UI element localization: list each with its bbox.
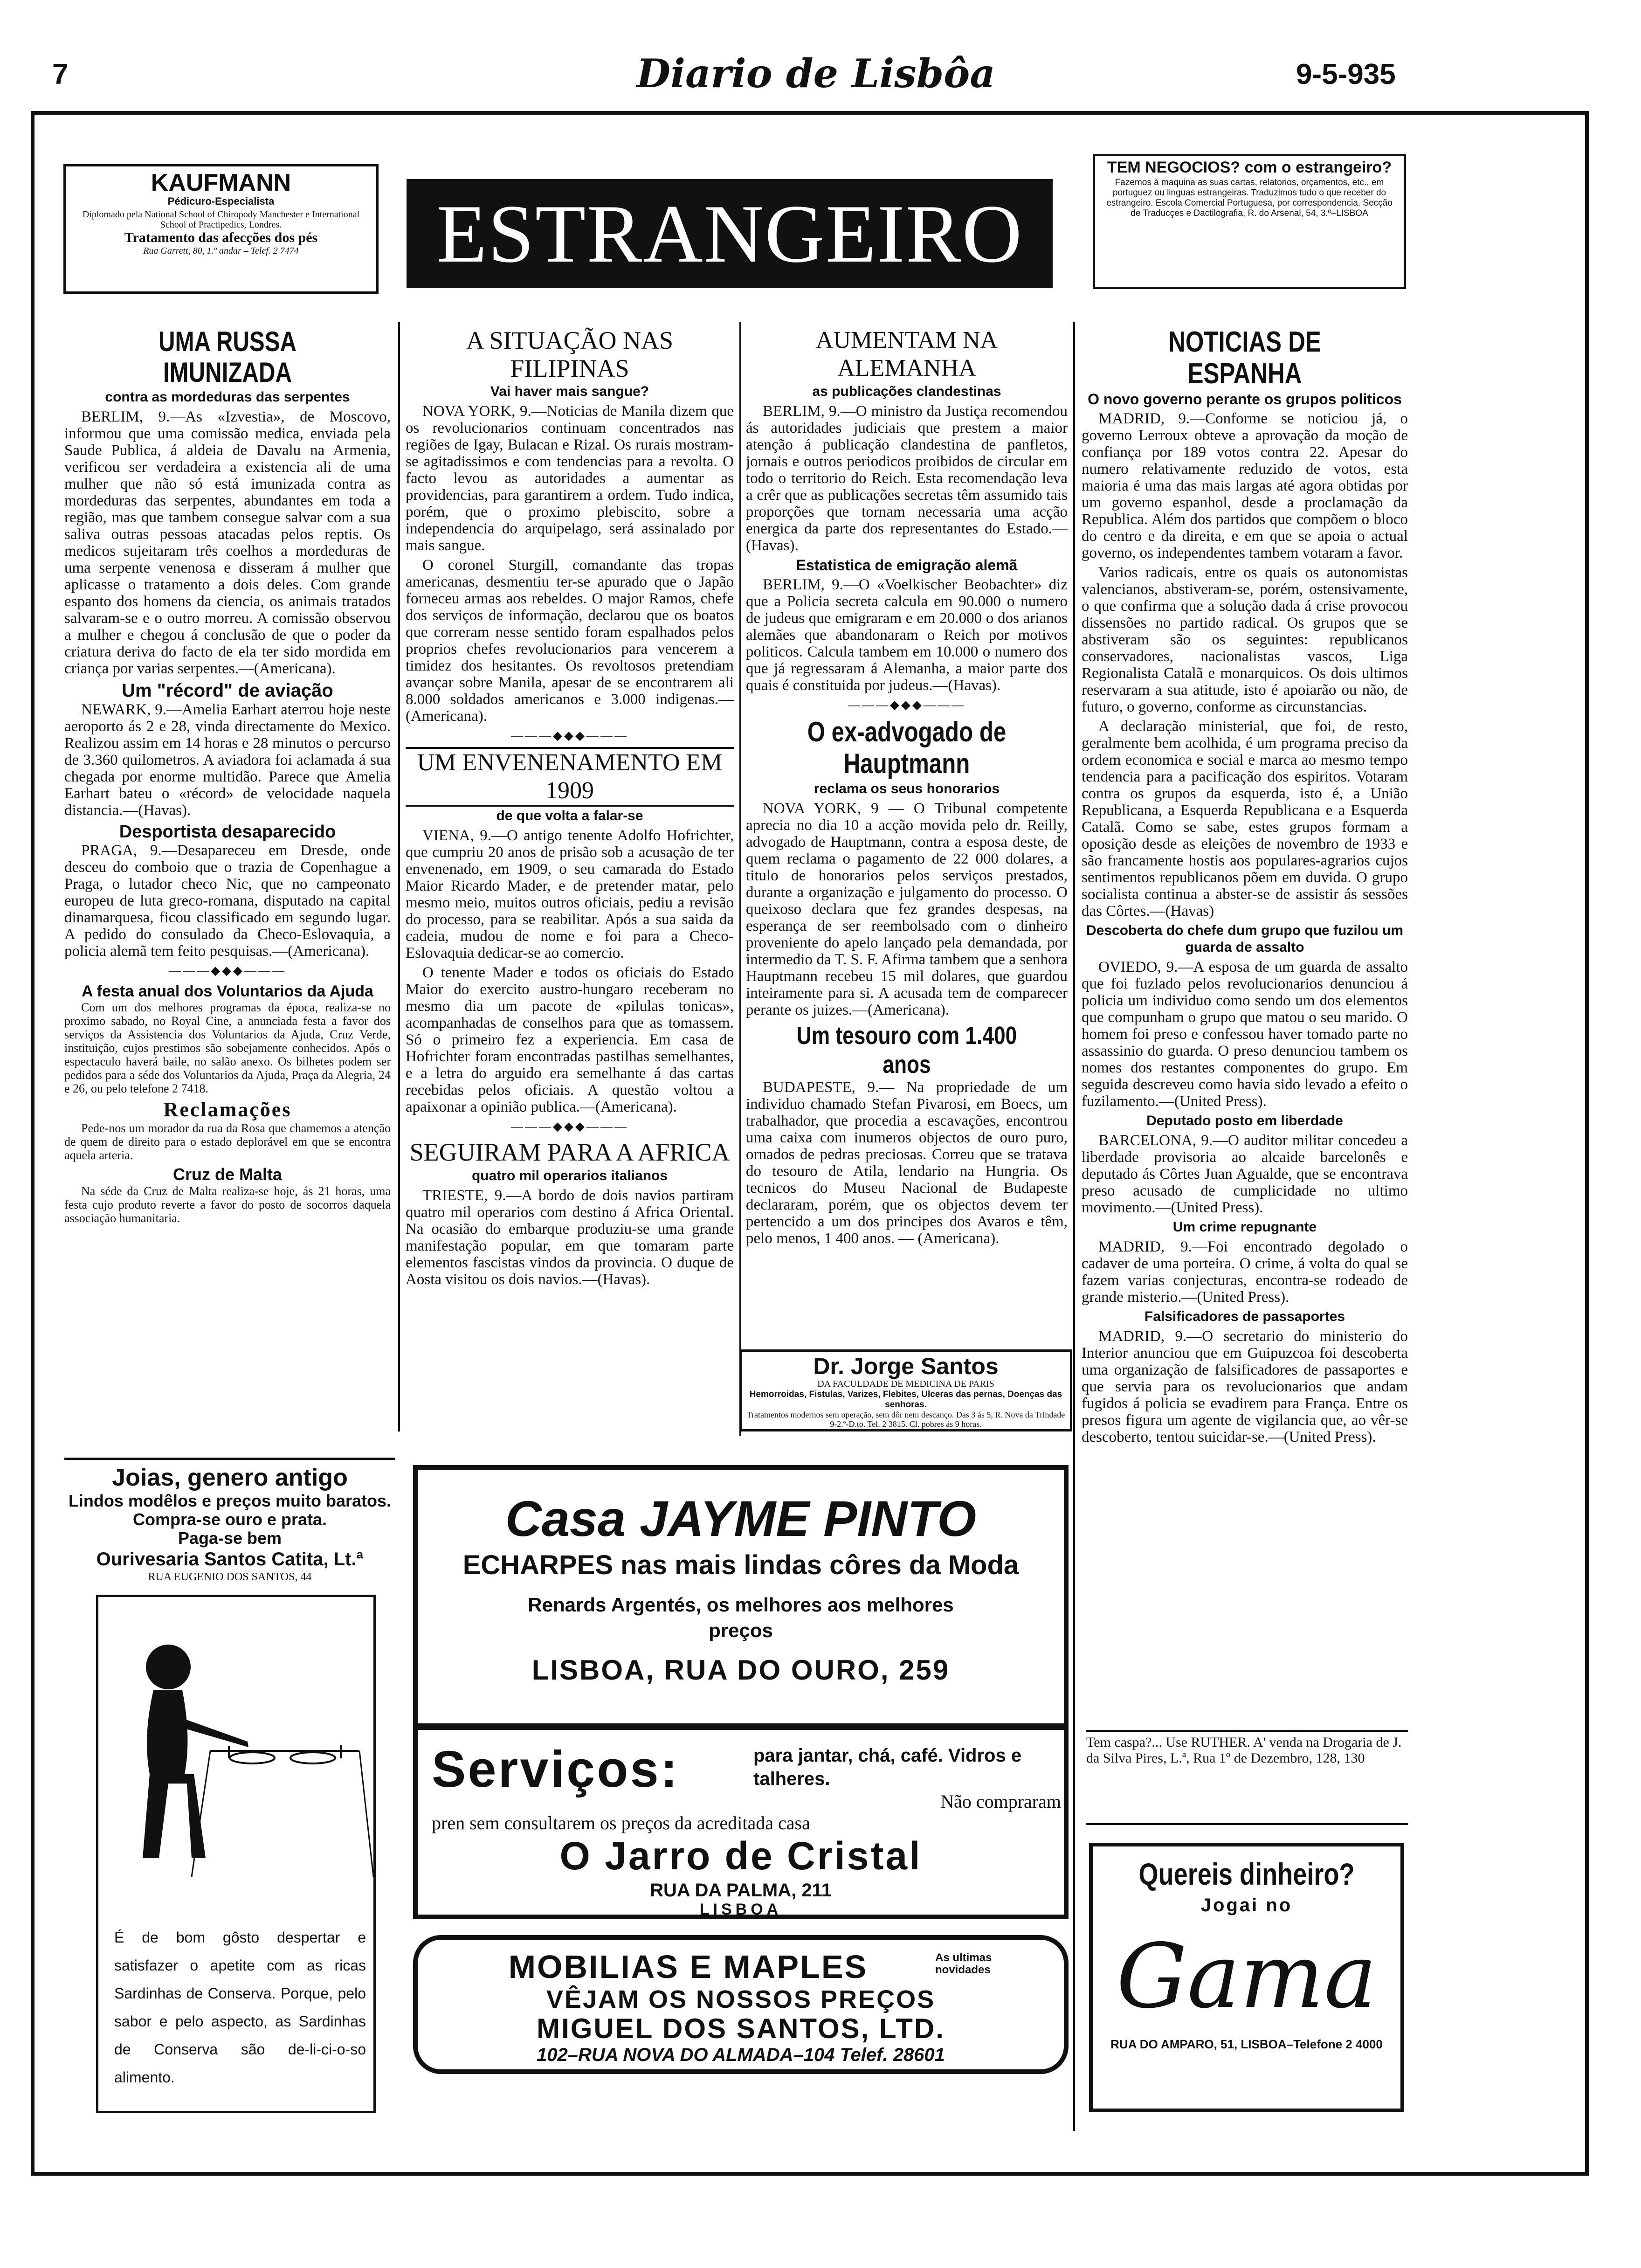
ad-gama (1089, 1843, 1404, 2112)
article-filipinas-2: O coronel Sturgill, comandante das tropas americanas, desmentiu ter-se apurado que o Japão forneceu armas aos rebeldes. O major Ramos, chefe dos serviços de informação, declarou que os boatos que correram nesse sentido foram espalhados pelos proprios chefes revolucionarios para vencerem a timidez dos hesitantes. Os revoltosos pretendiam avançar sobre Manila, apesar de se encontrarem ali 8.000 soldados americanos e 3.000 indigenas.—(Americana). (406, 557, 734, 725)
ad-joias-line2: Paga-se bem (178, 1528, 282, 1548)
ad-mobilias-name: MIGUEL DOS SANTOS, LTD. (537, 2013, 945, 2044)
headline-reclamacoes: Reclamações (163, 1098, 292, 1121)
ad-jorge-santos-faculty: DA FACULDADE DE MEDICINA DE PARIS (817, 1379, 994, 1389)
headline-crime: Um crime repugnante (1172, 1219, 1317, 1235)
ad-gama-title: Quereis dinheiro? (1138, 1857, 1355, 1891)
column-2 (406, 326, 734, 1399)
subhead-envenenamento: de que volta a falar-se (496, 808, 643, 823)
subhead-africa: quatro mil operarios italianos (471, 1168, 668, 1183)
headline-cruz-malta: Cruz de Malta (172, 1165, 283, 1184)
ad-jayme-address: LISBOA, RUA DO OURO, 259 (531, 1654, 950, 1686)
ad-jorge-santos (739, 1349, 1072, 1431)
column-rule (1073, 322, 1075, 2131)
issue-date: 9-5-935 (1296, 58, 1396, 90)
headline-desportista: Desportista desaparecido (119, 822, 336, 842)
ad-jorge-santos-text: Tratamentos modernos sem operação, sem dôr nem descanço. Das 3 ás 5, R. Nova da Trindade 9-2.º-D.to. Tel. 2 3815. Cl. pobres ás 9 horas. (746, 1410, 1065, 1429)
headline-envenenamento: UM ENVENENAMENTO EM 1909 (406, 747, 734, 807)
ad-mobilias-tag: As ultimas novidades (935, 1951, 992, 1976)
ad-joias-shop: Ourivesaria Santos Catita, Lt.ª (96, 1549, 364, 1570)
ad-jarro-name: O Jarro de Cristal (559, 1834, 922, 1878)
subhead-russa: contra as mordeduras das serpentes (105, 389, 350, 405)
page-number: 7 (52, 58, 69, 90)
article-record: NEWARK, 9.—Amelia Earhart aterrou hoje neste aeroporto ás 2 e 28, vinda directamente do Mexico. Realizou assim em 14 horas e 28 minutos o percurso de 3.360 quilometros. A aviadora foi aclamada á sua chegada por enorme multidão. Parece que Amelia Earhart bateu o «récord» de velocidade naquela distancia.—(Havas). (64, 701, 391, 819)
headline-passaportes: Falsificadores de passaportes (1144, 1309, 1345, 1324)
ad-jarro-big: Serviços: (432, 1741, 680, 1798)
headline-tesouro: Um tesouro com 1.400 anos (796, 1022, 1017, 1079)
headline-hauptmann: O ex-advogado de Hauptmann (807, 716, 1007, 779)
column-rule (739, 322, 741, 1436)
ad-mobilias (413, 1935, 1069, 2074)
article-africa: TRIESTE, 9.—A bordo de dois navios partiram quatro mil operarios com destino á Africa Oriental. Na ocasião do embarque produziu-se uma grande manifestação popular, em que tomaram parte elementos fascistas vindos da provincia. O duque de Aosta visitou os dois navios.—(Havas). (406, 1187, 734, 1288)
article-voluntarios: Com um dos melhores programas da época, realiza-se no proximo sabado, no Royal Cine, a anunciada festa a favor dos serviços da Assistencia dos Voluntarios da Ajuda, Cruz Verde, instituição, cujos prestimos são sobejamente conhecidos. Após o espectaculo haverá baile, no salão anexo. Os bilhetes podem ser pedidos para a séde dos Voluntarios da Ajuda, Praça da Alegria, 24 e 26, ou pelo telefone 2 7418. (64, 1001, 391, 1095)
ad-jarro-street: RUA DA PALMA, 211 (650, 1880, 832, 1901)
ad-jarro-cristal (413, 1725, 1069, 1919)
ad-negocios (1093, 154, 1406, 289)
ad-kaufmann-treatment: Tratamento das afecções dos pés (124, 230, 318, 245)
article-reclamacoes: Pede-nos um morador da rua da Rosa que chamemos a atenção de quem de direito para o estado deplorável em que se encontra aquela arteria. (64, 1121, 391, 1162)
article-russa: BERLIM, 9.—As «Izvestia», de Moscovo, informou que uma comissão medica, enviada pela Saude Publica, á aldeia de Davalu na Armenia, verificou ser verdadeira a existencia ali de uma mulher que não só está imunizada contra as mordeduras das serpentes, abundantes em toda a região, mas que tambem consegue salvar com a sua saliva outras pessoas atacadas pelos reptis. Os medicos sujeitaram três coelhos a mordeduras de uma serpente venenosa e disseram á mulher que aplicasse o tratamento a dois deles. Com grande espanto dos homens da ciencia, os animais tratados salvaram-se e o outro morreu. A comissão observou a mulher e chegou á conclusão de que o poder da criatura deriva do facto de ela ter sido mordida em criança por varias serpentes.—(Americana). (64, 408, 391, 677)
headline-africa: SEGUIRAM PARA A AFRICA (409, 1138, 730, 1166)
ad-joias-title: Joias, genero antigo (112, 1464, 348, 1491)
column-1 (64, 326, 391, 1422)
article-deputado: BARCELONA, 9.—O auditor militar concedeu a liberdade provisoria ao alcaide barcelonês e deputado ás Côrtes Juan Agualde, que se encontrava preso acusado de cumplicidade no ultimo movimento.—(United Press). (1082, 1132, 1408, 1216)
ad-jayme-line2: Renards Argentés, os melhores aos melhores (528, 1594, 954, 1616)
article-tesouro: BUDAPESTE, 9.— Na propriedade de um individuo chamado Stefan Pivarosi, em Boecs, um trabalhador, que procedia a escavações, encontrou uma caixa com inumeros objectos de ouro puro, ornados de pedras preciosas. Correu que se tratava do tesouro de Atila, lendario na Hungria. Os tecnicos do Museu Nacional de Budapeste declararam, porém, que os objectos devem ter pertencido a um dos principes dos Avaros e têm, pelo menos, 1 400 anos. — (Americana). (746, 1079, 1068, 1247)
section-title: ESTRANGEIRO (407, 179, 1053, 288)
headline-russa: UMA RUSSA IMUNIZADA (158, 326, 297, 388)
headline-record: Um "récord" de aviação (122, 680, 333, 701)
separator: ———◆◆◆——— (511, 1120, 628, 1133)
newspaper-title: Diario de Lisbôa (636, 50, 995, 97)
ad-jorge-santos-name: Dr. Jorge Santos (813, 1353, 999, 1379)
ad-sardinhas-text: É de bom gôsto despertar e satisfazer o apetite com as ricas Sardinhas de Conserva. Porque, pelo sabor e pelo aspecto, as Sardinhas de Conserva são de-li-ci-o-so alimento. (114, 1929, 366, 2086)
ad-ruther: Tem caspa?... Use RUTHER. A' venda na Drogaria de J. da Silva Pires, L.ª, Rua 1º de Dezembro, 128, 130 (1086, 1730, 1408, 1825)
subhead-alemanha: as publicações clandestinas (812, 384, 1001, 399)
article-hauptmann: NOVA YORK, 9 — O Tribunal competente aprecia no dia 10 a acção movida pelo dr. Reilly, advogado de Hauptmann, contra a esposa deste, de quem reclama o pagamento de 22 000 dolares, a titulo de honorarios pelos serviços prestados, durante a organização e julgamento do processo. O queixoso declara que fez grandes despesas, na esperança de ser reembolsado com o dinheiro proveniente do apelo lançado pela demandada, por intermedio da T. S. F. Afirma tambem que a senhora Hauptmann recebeu 15 mil dolares, que guardou inteiramente para si. A acusada tem de comparecer perante os juizes.—(Americana). (746, 800, 1068, 1018)
ad-jayme-name: Casa JAYME PINTO (505, 1490, 977, 1547)
ad-joias-line1: Lindos modêlos e preços muito baratos. Compra-se ouro e prata. (68, 1491, 392, 1529)
headline-oviedo: Descoberta do chefe dum grupo que fuzilou um guarda de assalto (1086, 923, 1404, 955)
article-espanha-2: Varios radicais, entre os quais os autonomistas valencianos, abstiveram-se, porém, ostensivamente, o que confirma que a solução dada á crise provocou dissensões no partido radical. Os grupos que se abstiveram são os seguintes: republicanos conservadores, nacionalistas vascos, Liga Regionalista Catalã e monarquicos. Os dois ultimos reservaram a sua atitude, isto é apoiarão ou não, de futuro, o governo, conforme as circunstancias. (1082, 564, 1408, 715)
ad-mobilias-line1: MOBILIAS E MAPLES (508, 1949, 868, 1985)
ad-sardinhas (96, 1595, 376, 2113)
ad-jarro-side2: Não compraram (940, 1791, 1061, 1812)
ad-jarro-city: LISBOA (699, 1901, 782, 1918)
subhead-espanha: O novo governo perante os grupos politicos (1088, 391, 1402, 408)
article-alemanha: BERLIM, 9.—O ministro da Justiça recomendou ás autoridades judiciais que prestem a maior atenção á publicação clandestina de panfletos, jornais e outros periodicos proibidos de circular em todo o territorio do Reich. Esta recomendação leva a crêr que as publicações secretas têm assumido tais proporções que tornam necessaria uma acção energica da parte dos representantes do Estado.—(Havas). (746, 403, 1068, 554)
article-espanha: MADRID, 9.—Conforme se noticiou já, o governo Lerroux obteve a aprovação da moção de confiança por 189 votos contra 22. Apesar do numero relativamente reduzido de votos, esta maioria é uma das mais largas até agora obtidas por um governo espanhol, desde a proclamação da Republica. Além dos partidos que compõem o bloco do centro e da direita, e em que se apoia o actual governo, os independentes tambem votaram a favor. (1082, 410, 1408, 561)
article-emigracao: BERLIM, 9.—O «Voelkischer Beobachter» diz que a Policia secreta calcula em 90.000 o numero de judeus que emigraram e em 20.000 o dos arianos alemães que abandonaram o Reich por motivos politicos. Calcula tambem em 10.000 o numero dos que já regressaram á Alemanha, a maior parte dos quais é constituida por judeus.—(Havas). (746, 576, 1068, 694)
ad-joias (64, 1458, 395, 1614)
woman-dining-illustration (98, 1597, 373, 1877)
headline-espanha: NOTICIAS DE ESPANHA (1168, 326, 1321, 390)
column-3 (746, 326, 1068, 1366)
headline-deputado: Deputado posto em liberdade (1146, 1113, 1343, 1128)
ad-kaufmann-diploma: Diplomado pela National School of Chiropody Manchester e International School of Practipedics, Londres. (82, 209, 360, 230)
ad-kaufmann-role: Pédicuro-Especialista (167, 195, 275, 207)
ad-kaufmann-address: Rua Garrett, 80, 1.º andar – Telef. 2 7474 (143, 246, 299, 256)
ad-jayme-line3: preços (709, 1619, 773, 1641)
ad-gama-address: RUA DO AMPARO, 51, LISBOA–Telefone 2 4000 (1110, 2037, 1383, 2051)
ad-negocios-title: TEM NEGOCIOS? com o estrangeiro? (1107, 159, 1392, 176)
article-passaportes: MADRID, 9.—O secretario do ministerio do Interior anunciou que em Guipuzcoa foi descoberta uma organização de falsificadores de passaportes e que servia para os revolucionarios que andam fugidos á policia se evadirem para França. Entre os presos figura um agente de vigilancia que, ao vêr-se descoberto, tentou suicidar-se.—(United Press). (1082, 1328, 1408, 1445)
ad-jarro-line: pren sem consultarem os preços da acreditada casa (432, 1812, 810, 1833)
ad-kaufmann (63, 164, 379, 294)
separator: ———◆◆◆——— (511, 729, 628, 742)
headline-alemanha: AUMENTAM NA ALEMANHA (815, 327, 998, 381)
ad-jayme-line1: ECHARPES nas mais lindas côres da Moda (462, 1550, 1019, 1580)
ad-jarro-side: para jantar, chá, café. Vidros e talheres. (753, 1745, 1022, 1789)
headline-emigracao: Estatistica de emigração alemã (796, 557, 1018, 574)
ad-joias-address: RUA EUGENIO DOS SANTOS, 44 (148, 1571, 312, 1583)
column-rule (398, 322, 400, 1431)
subhead-hauptmann: reclama os seus honorarios (814, 781, 1000, 796)
article-oviedo: OVIEDO, 9.—A esposa de um guarda de assalto que foi fuzlado pelos revolucionarios denunciou á policia um individuo como sendo um dos elementos que compunham o grupo que matou o seu marido. O homem foi preso e confessou haver tomado parte no assassinio do guarda. O preso denunciou tambem os nomes dos restantes componentes do grupo. Em seguida descreveu como havia sido levado a efeito o fuzilamento.—(United Press). (1082, 959, 1408, 1110)
ad-jayme-pinto (413, 1465, 1069, 1728)
article-filipinas: NOVA YORK, 9.—Noticias de Manila dizem que os revolucionarios continuam concentrados nas regiões de Igay, Bulacan e Rizal. Os rurais mostram-se agitadissimos e com tendencias para a revolta. O facto levou as autoridades a aumentar as providencias, para garantirem a ordem. Tudo indica, porém, que o proximo plebiscito, sobre a independencia do arquipelago, será assinalado por mais sangue. (406, 403, 734, 554)
article-envenenamento: VIENA, 9.—O antigo tenente Adolfo Hofrichter, que cumpriu 20 anos de prisão sob a acusação de ter envenenado, em 1909, o seu camarada do Estado Maior Ricardo Mader, e de pretender matar, pelo mesmo meio, muitos outros oficiais, pediu a revisão do processo, para se reabilitar. Após a sua saida da cadeia, mudou de nome e foi para a Checo-Eslovaquia dedicar-se ao comercio. (406, 827, 734, 961)
ad-negocios-text: Fazemos à maquina as suas cartas, relatorios, orçamentos, etc., em portuguez ou linguas estrangeiras. Traduzimos tudo o que receber do estrangeiro. Escola Comercial Portuguesa, por correspondencia. Secção de Traducçes e Dactilografia, R. do Arsenal, 54, 3.º–LISBOA (1106, 178, 1393, 218)
separator: ———◆◆◆——— (169, 964, 286, 977)
column-4 (1082, 326, 1408, 1725)
article-desportista: PRAGA, 9.—Desapareceu em Dresde, onde desceu do comboio que o trazia de Copenhague a Praga, o lutador checo Nic, que no campeonato europeu de luta greco-romana, disputado na capital dinamarquesa, ficou classificado em segundo lugar. A pedido do consulado da Checo-Eslovaquia, a policia alemã tem feito pesquisas.—(Americana). (64, 842, 391, 960)
article-crime: MADRID, 9.—Foi encontrado degolado o cadaver de uma porteira. O crime, á volta do qual se fazem varias conjecturas, encontra-se rodeado de grande misterio.—(United Press). (1082, 1238, 1408, 1306)
ad-mobilias-line2: VÊJAM OS NOSSOS PREÇOS (546, 1985, 936, 2013)
article-cruz-malta: Na séde da Cruz de Malta realiza-se hoje, ás 21 horas, uma festa cujo produto reverte a favor do posto de socorros daquela associação humanitaria. (64, 1184, 391, 1225)
ad-kaufmann-name: KAUFMANN (151, 169, 291, 196)
ad-jorge-santos-specialties: Hemorroidas, Fistulas, Varizes, Flebites, Ulceras das pernas, Doenças das senhoras. (749, 1390, 1062, 1410)
article-espanha-3: A declaração ministerial, que foi, de resto, geralmente bem acolhida, é um programa preciso da ordem economica e social e marca ao mesmo tempo tendencia para a pacificação dos espiritos. Votaram contra os grupos da esquerda, isto é, a União Republicana, a Esquerda Republicana e a Esquerda Catalã. Como se sabe, estes grupos formam a oposição desde as eleições de novembro de 1933 e são francamente hostis aos populares-agrarios cujos sentimentos republicanos põem em duvida. O grupo socialista continua a abster-se de assistir ás sessões das Côrtes.—(Havas) (1082, 718, 1408, 920)
article-envenenamento-2: O tenente Mader e todos os oficiais do Estado Maior do exercito austro-hungaro receberam no mesmo dia um pacote de «pilulas tonicas», acompanhadas de conselhos para que as tomassem. Só o primeiro fez a experiencia. Em casa de Hofrichter foram encontradas pastilhas semelhantes, e a letra do arguido era semelhante á das cartas recebidas pelos oficiais. A questão voltou a apaixonar a opinião publica.—(Americana). (406, 964, 734, 1115)
ad-gama-sub: Jogai no (1200, 1895, 1293, 1915)
headline-voluntarios: A festa anual dos Voluntarios da Ajuda (82, 982, 373, 1000)
separator: ———◆◆◆——— (848, 698, 965, 712)
headline-filipinas: A SITUAÇÃO NAS FILIPINAS (466, 326, 674, 382)
subhead-filipinas: Vai haver mais sangue? (490, 384, 649, 399)
ad-mobilias-address: 102–RUA NOVA DO ALMADA–104 Telef. 28601 (537, 2045, 945, 2065)
ad-gama-brand: Gama (1116, 1925, 1377, 2028)
